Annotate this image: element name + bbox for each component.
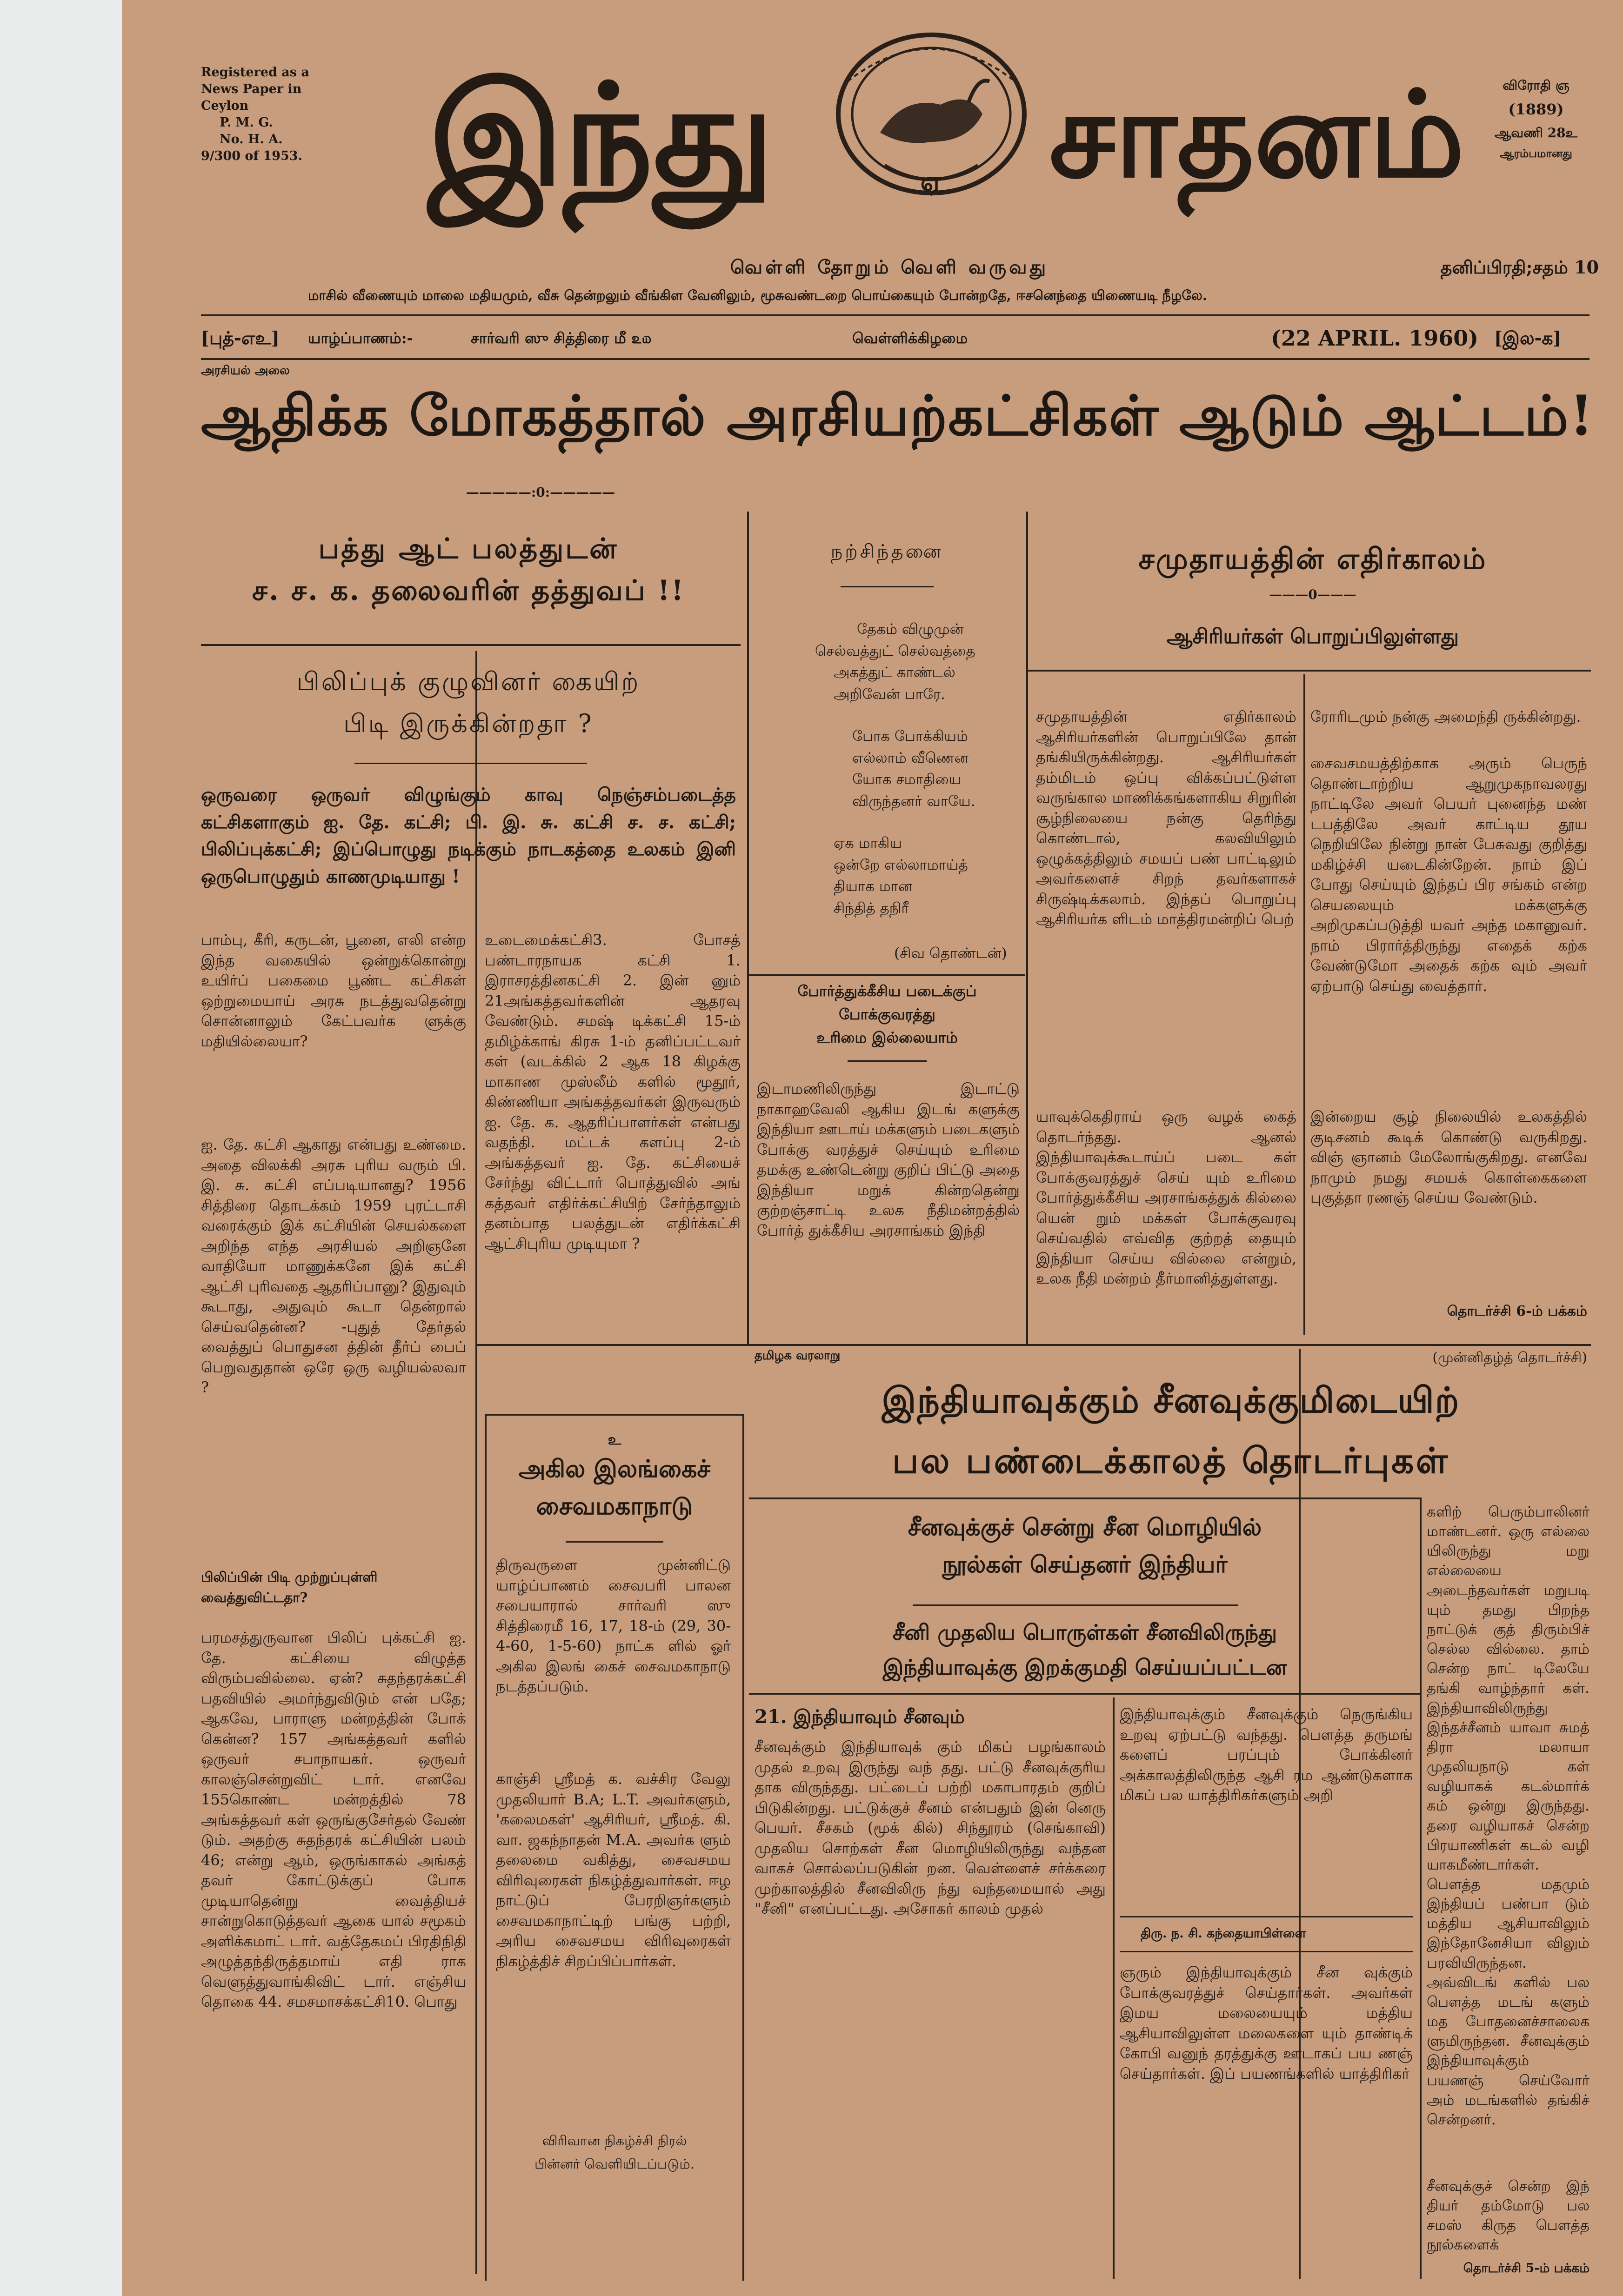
col1-head2: ச. ச. க. தலைவரின் தத்துவப் !! — [252, 574, 685, 607]
poem-line: ஏக மாகிய — [834, 835, 902, 852]
divider — [1120, 1951, 1413, 1952]
place: யாழ்ப்பாணம்:- — [308, 329, 413, 347]
date-bar — [201, 322, 1590, 354]
col3-head: நற்சிந்தனை — [830, 541, 944, 562]
col1-paragraph: ஐ. தே. கட்சி ஆகாது என்பது உண்மை. அதை விலக்கி அரசு புரிய வரும் பி. இ. சு. கட்சி எப்படியானது? 1956 சித்திரை தொடக்கம் 1959 புரட்டாசி வரைக்கும் இக் கட்சியின் செயல்களை அறிந்த எந்த அரசியல் அறிஞனே வாதியோ மாணுக்கனே இக் கட்சி ஆட்சி புரிவதை ஆதரிப்பானு? இதுவும் கூடாது, அதுவும் கூடா தென்றால் செய்வதென்ன? -புதுத் தேர்தல் வைத்துப் பொதுசன த்தின் தீர்ப் பைப் பெறுவதுதான் ஒரே ஒரு வழியல்லவா ? — [201, 1136, 466, 1397]
col4-subhead: ஆசிரியர்கள் பொறுப்பிலுள்ளது — [1166, 625, 1459, 648]
founding-line: ஆவணி 28உ — [1495, 125, 1577, 140]
poem-stanza — [852, 725, 1020, 812]
masthead-title-right: சாதனம் — [1049, 65, 1465, 204]
feature-sub2: நூல்கள் செய்தனர் இந்தியர் — [942, 1551, 1228, 1578]
newspaper-page — [122, 0, 1623, 2296]
poem-line: போக போக்கியம் — [852, 728, 968, 745]
price: தனிப்பிரதி;சதம் 10 — [1440, 257, 1599, 278]
column-rule — [475, 651, 477, 2274]
col4-paragraph: யாவுக்கெதிராய் ஒரு வழக் கைத் தொடர்ந்தது. ஆனல் இந்தியாவுக்கூடாய்ப் படை கள் போக்குவரத்துச் செய் யும் உரிமை போர்த்துக்கீசிய அரசாங்கத்துக் கில்லை யென் றும் மக்கள் போக்குவரவு செய்வதில் எவ்வித குற்றத் தையும் இந்தியா செய்ய வில்லை என்றும், உலக நீதி மன்றம் தீர்மானித்துள்ளது. — [1036, 1108, 1296, 1288]
volume: [புத்-எஉ] — [201, 327, 280, 348]
feature-sub1: சீனவுக்குச் சென்று சீன மொழியில் — [908, 1513, 1262, 1541]
col2-paragraph: உடைமைக்கட்சி3. போசத் பண்டாரநாயக கட்சி 1. இராசரத்தினகட்சி 2. இன் னும் 21அங்கத்தவர்களின் ஆதரவு வேண்டும். சமஷ் டிக்கட்சி 15-ம் தமிழ்க்காங் கிரசு 1-ம் தனிப்பட்டவர் கள் (வடக்கில் 2 ஆக 18 கிழக்கு மாகாண முஸ்லீம் களில் மூதூர், கிண்ணியா அங்கத்தவர்கள் இருவரும் ஐ. தே. க. ஆதரிப்பாளர்கள் என்பது வதந்தி. மட்டக் களப்பு 2-ம் அங்கத்தவர் ஐ. தே. கட்சியைச் சேர்ந்து விட்டார் பொத்துவில் அங் கத்தவர் எதிர்க்கட்சியிற் சேர்ந்தாலும் தனம்பாத பலத்துடன் எதிர்க்கட்சி ஆட்சிபுரிய முடியுமா ? — [485, 931, 741, 1252]
divider — [1120, 1916, 1413, 1917]
col3-head3: போக்குவரத்து — [839, 1005, 935, 1023]
column-rule — [1299, 1349, 1301, 2279]
divider — [201, 314, 1590, 316]
col1-question: பிலிப்பின் பிடி முற்றுப்புள்ளி வைத்துவிட்டதா? — [201, 1569, 378, 1605]
col3-head4: உரிமை இல்லையாம் — [816, 1029, 958, 1046]
col1-head1: பத்து ஆட் பலத்துடன் — [318, 532, 619, 565]
publication-line: வெள்ளி தோறும் வெளி வருவது — [730, 256, 1049, 278]
founding-year: (1889) — [1508, 100, 1564, 118]
col1-head4: பிடி இருக்கின்றதா ? — [343, 709, 594, 738]
feature-sub4: இந்தியாவுக்கு இறக்குமதி செய்யப்பட்டன — [882, 1655, 1287, 1680]
divider — [1028, 670, 1591, 672]
feature-kicker: தமிழக வரலாறு — [755, 1349, 841, 1363]
lead-kicker: அரசியல் அலை — [201, 364, 290, 378]
feature-author: திரு. ந. சி. கந்தையாபிள்ளை — [1141, 1926, 1306, 1941]
feature-section: 21. இந்தியாவும் சீனவும் — [755, 1706, 965, 1728]
poem-stanza — [834, 832, 1020, 919]
col4-continued: தொடர்ச்சி 6-ம் பக்கம் — [1447, 1303, 1587, 1319]
reg-line: Ceylon — [201, 98, 249, 113]
col4-head: சமுதாயத்தின் எதிர்காலம் — [1138, 542, 1487, 576]
tamil-date: சார்வரி ஸு சித்திரை மீ ௨௰ — [471, 329, 652, 347]
box-paragraph: காஞ்சி ஸ்ரீமத் க. வச்சிர வேலு முதலியார் B.A; L.T. அவர்களும், 'கலைமகள்' ஆசிரியர், ஸ்ரீமத். கி. வா. ஜகந்நாதன் M.A. அவர்க ளும் தலைமை வகித்து, சைவசமய விரிவுரைகள் நிகழ்த்துவார்கள். ஈழ நாட்டுப் பேரறிஞர்களும் சைவமகாநாட்டிற் பங்கு பற்றி, அரிய சைவசமய விரிவுரைகள் நிகழ்த்திச் சிறப்பிப்பார்கள். — [496, 1770, 731, 1970]
col4-paragraph: சைவசமயத்திற்காக அரும் பெருந் தொண்டாற்றிய ஆறுமுகநாவலரது நாட்டிலே அவர் பெயர் புனைந்த மண் டபத்திலே அவர் காட்டிய தூய நெறியிலே நின்று நான் பேசுவது குறித்து மகிழ்ச்சி யடைகின்றேன். நாம் இப் போது செய்யும் இந்தப் பிர சங்கம் என்ற செயலையும் மக்களுக்கு அறிமுகப்படுத்தி யவர் அந்த மகானுவர். நாம் பிரார்த்திருந்து எதைக் கற்க வேண்டுமோ அதைக் கற்க வும் அவர் ஏற்பாடு செய்து வைத்தார். — [1310, 754, 1587, 995]
lead-ornament: —————:0:————— — [466, 485, 615, 500]
reg-line: Registered as a — [201, 65, 309, 80]
poem-line: அறிவேன் பாரே. — [834, 685, 945, 703]
divider — [201, 358, 1590, 360]
feature-paragraph: களிற் பெரும்பாலினர் மாண்டனர். ஒரு எல்லை யிலிருந்து மறு எல்லையை அடைந்தவர்கள் மறுபடி யும் தமது பிறந்த நாட்டுக் குத் திரும்பிச் செல்ல வில்லை. தாம் சென்ற நாட் டிலேயே தங்கி வாழ்ந்தார் கள். இந்தியாவிலிருந்து இந்தச்சீனம் யாவா சுமத் திரா மலாயா முதலியநாடு கள் வழியாகக் கடல்மார்க் கம் ஒன்று இருந்தது. தரை வழியாகச் சென்ற பிரயாணிகள் கடல் வழி யாகமீண்டார்கள். பௌத்த மதமும் இந்தியப் பண்பா டும் மத்திய ஆசியாவிலும் இந்தோனேசியா விலும் பரவியிருந்தன. அவ்விடங் களில் பல பௌத்த மடங் களும் மத போதனைச்சாலைக ளுமிருந்தன. சீனவுக்கும் இந்தியாவுக்கும் பயணஞ் செய்வோர் அம் மடங்களில் தங்கிச் சென்றனர். — [1427, 1504, 1590, 2128]
poem-line: ஒன்றே எல்லாமாய்த் — [834, 856, 968, 873]
box-head2: சைவமகாநாடு — [536, 1492, 693, 1520]
nandi-emblem-icon — [829, 26, 1034, 240]
founding-note — [1485, 74, 1587, 163]
feature-continued: தொடர்ச்சி 5-ம் பக்கம் — [1463, 2261, 1590, 2276]
poem-line: செல்வத்துட் செல்வத்தை — [815, 642, 975, 659]
column-rule — [1303, 674, 1305, 1335]
poem-credit: (சிவ தொண்டன்) — [894, 945, 1007, 962]
english-date: (22 APRIL. 1960) — [1271, 326, 1478, 351]
issue-number: [இல-க] — [1494, 327, 1562, 348]
col1-paragraph: பரமசத்துருவான பிலிப் புக்கட்சி ஐ. தே. கட்சியை விழுத்த விரும்பவில்லை. ஏன்? சுதந்தரக்கட்சி பதவியில் அமர்ந்துவிடும் என் பதே; ஆகவே, பாராளு மன்றத்தின் போக் கென்ன? 157 அங்கத்தவர் களில் ஒருவர் சபாநாயகர். ஒருவர் காலஞ்சென்றுவிட் டார். எனவே 155கொண்ட மன்றத்தில் 78 அங்கத்தவர் கள் ஒருங்குசேர்தல் வேண் டும். அதற்கு சுதந்தரக் கட்சியின் பலம் 46; என்று ஆம், ஒருங்காகல் அங்கத் தவர் கோட்டுக்குப் போக முடியாதென்று வைத்தியச் சான்றுகொடுத்தவர் ஆகை யால் சமூகம் அளிக்கமாட் டார். வத்தேகமப் பிரதிநிதி அழுத்தந்திருத்தமாய் எதி ராக வெளுத்துவாங்கிவிட் டார். எஞ்சிய தொகை 44. சமசமாசக்கட்சி10. பொது — [201, 1629, 466, 2011]
lead-headline: ஆதிக்க மோகத்தால் அரசியற்கட்சிகள் ஆடும் ஆட்டம்! — [201, 383, 1595, 448]
seal-letters: ஏ — [920, 165, 942, 198]
feature-paragraph: இந்தியாவுக்கும் சீனவுக்கும் நெருங்கிய உறவு ஏற்பட்டு வந்தது. பௌத்த தருமங் களைப் பரப்பும் போக்கினர் அக்காலத்திலிருந்த ஆசி ரம ஆண்டுகளாக மிகப் பல யாத்திரிகர்களும் அறி — [1120, 1705, 1413, 1804]
box-note: விரிவான நிகழ்ச்சி நிரல் — [542, 2133, 687, 2149]
divider — [848, 1060, 927, 1062]
poem-stanza — [815, 619, 1020, 705]
reg-line: No. H. A. — [220, 132, 283, 146]
column-rule — [1113, 1697, 1115, 2279]
col4-paragraph: இன்றைய சூழ் நிலையில் உலகத்தில் குடிசனம் கூடிக் கொண்டு வருகிறது. விஞ் ஞானம் மேலோங்குகிறது. எனவே நாமும் நமது சமயக் கொள்கைகளை புகுத்தா ரணஞ் செய்ய வேண்டும். — [1310, 1108, 1587, 1207]
col4-ornament: ———0——— — [1269, 587, 1356, 602]
col1-paragraph: பாம்பு, கீரி, கருடன், பூனை, எலி என்ற இந்த வகையில் ஒன்றுக்கொன்று உயிர்ப் பகைமை பூண்ட கட்சிகள் ஒற்றுமையாய் அரசு நடத்துவதென்று சொன்னாலும் கேட்பவர்க ளுக்கு மதியில்லையா? — [201, 931, 466, 1050]
col1-intro: ஒருவரை ஒருவர் விழுங்கும் காவு நெஞ்சம்படைத்த கட்சிகளாகும் ஐ. தே. கட்சி; பி. இ. சு. கட்சி ச. ச. கட்சி; பிலிப்புக்கட்சி; இப்பொழுது நடிக்கும் நாடகத்தை உலகம் இனி ஒருபொழுதும் காணமுடியாது ! — [201, 784, 736, 887]
box-note: பின்னர் வெளியிடப்படும். — [534, 2156, 695, 2172]
column-rule — [747, 512, 749, 1344]
column-rule — [1420, 1497, 1422, 2279]
divider — [477, 1344, 1591, 1346]
col3-head2: போர்த்துக்கீசிய படைக்குப் — [797, 982, 977, 1000]
divider — [201, 644, 741, 646]
feature-previous: (முன்னிதழ்த் தொடர்ச்சி) — [1432, 1350, 1587, 1366]
divider — [749, 1693, 1420, 1695]
divider — [749, 974, 1025, 976]
poem-line: எல்லாம் வீணென — [852, 749, 968, 766]
column-rule — [1026, 512, 1028, 1344]
box-paragraph: திருவருளை முன்னிட்டு யாழ்ப்பாணம் சைவபரி பாலன சபையாரால் சார்வரி ஸு சித்திரைமீ 16, 17, 18-ம் (29, 30-4-60, 1-5-60) நாட்க ளில் ஓர் அகில இலங் கைச் சைவமகாநாடு நடத்தப்படும். — [496, 1556, 731, 1696]
poem-line: விருந்தனர் வாயே. — [852, 792, 975, 810]
weekday: வெள்ளிக்கிழமை — [852, 329, 968, 347]
divider — [841, 586, 934, 587]
founding-line: விரோதி ஞ — [1503, 78, 1570, 93]
divider — [354, 763, 587, 764]
reg-line: P. M. G. — [220, 115, 273, 130]
conference-notice-box — [485, 1414, 744, 2281]
poem-line: தியாக மான — [834, 878, 913, 895]
motto: மாசில் வீணையும் மாலை மதியமும், வீசு தென்றலும் வீங்கிள வேனிலும், மூசுவண்டறை பொய்கையும் போன்றதே, ஈசனெந்தை யிணையடி நீழலே. — [308, 287, 1207, 303]
col4-paragraph: ரோரிடமும் நன்கு அமைந்தி ருக்கின்றது. — [1310, 708, 1581, 725]
divider — [566, 1541, 663, 1543]
masthead-seal — [829, 26, 1034, 240]
poem-line: யோக சமாதியை — [852, 771, 962, 788]
founding-line: ஆரம்பமானது — [1500, 146, 1572, 160]
box-mark: உ — [608, 1431, 621, 1448]
feature-paragraph: சீனவுக்கும் இந்தியாவுக் கும் மிகப் பழங்காலம் முதல் உறவு இருந்து வந் தது. பட்டு சீனவுக்குரிய தாக விருந்தது. பட்டைப் பற்றி மகாபாரதம் குறிப் பிடுகின்றது. பட்டுக்குச் சீனம் என்பதும் இன் னெரு பெயர். சீசகம் (மூக் கில்) சிந்தூரம் (செங்காவி) முதலிய சொற்கள் சீன மொழியிலிருந்து வந்தன வாகச் சொல்லப்படுகின் றன. வெள்ளைச் சர்க்கரை முற்காலத்தில் சீனவிலிரு ந்து வந்தமையால் அது "சீனி" எனப்பட்டது. அசோகர் காலம் முதல் — [755, 1738, 1106, 1918]
feature-head2: பல பண்டைக்காலத் தொடர்புகள் — [892, 1440, 1450, 1481]
masthead-title-left: இந்து — [427, 53, 775, 217]
col3-paragraph: இடாமணிலிருந்து இடாட்டு நாகாஹவேலி ஆகிய இடங் களுக்கு இந்தியா ஊடாய் மக்களும் படைகளும் போக்கு வரத்துச் செய்யும் உரிமை தமக்கு உண்டென்று குறிப் பிட்டு அதை இந்தியா மறுக் கின்றதென்று குற்றஞ்சாட்டி உலக நீதிமன்றத்தில் போர்த் துக்கீசிய அரசாங்கம் இந்தி — [757, 1080, 1020, 1239]
feature-paragraph: சீனவுக்குச் சென்ற இந் தியர் தம்மோடு பல சமஸ் கிருத பௌத்த நூல்களைக் — [1427, 2178, 1590, 2254]
reg-line: 9/300 of 1953. — [201, 148, 302, 163]
reg-line: News Paper in — [201, 81, 302, 96]
feature-paragraph: ஞரும் இந்தியாவுக்கும் சீன வுக்கும் போக்குவரத்துச் செய்தார்கள். அவர்கள் இமய மலையையும் மத்திய ஆசியாவிலுள்ள மலைகளை யும் தாண்டிக் கோபி வனுந் தரத்துக்கு ஊடாகப் பய ணஞ் செய்தார்கள். இப் பயணங்களில் யாத்திரிகர் — [1120, 1963, 1413, 2083]
poem-line: சிந்தித் தநிரீ — [834, 899, 909, 917]
col4-paragraph: சமுதாயத்தின் எதிர்காலம் ஆசிரியர்களின் பொறுப்பிலே தான் தங்கியிருக்கின்றது. ஆசிரியர்கள் தம்மிடம் ஒப்பு விக்கப்பட்டுள்ள வருங்கால மாணிக்கங்களாகிய சிறுரின் சூழ்நிலையை நன்கு தெரிந்து கொண்டால், கலவியிலும் ஒழுக்கத்திலும் சமயப் பண் பாட்டிலும் அவர்களைச் சிறந் தவர்களாகச் சிருஷ்டிக்கலாம். இந்தப் பொறுப்பு ஆசிரியர்க ளிடம் மாத்திரமன்றிப் பெற் — [1036, 708, 1296, 928]
feature-sub3: சீனி முதலிய பொருள்கள் சீனவிலிருந்து — [892, 1620, 1277, 1645]
poem-line: தேகம் விழுமுன் — [857, 621, 964, 638]
divider — [749, 1497, 1420, 1499]
poem-line: அகத்துட் காண்டல் — [834, 664, 955, 681]
col1-head3: பிலிப்புக் குழுவினர் கையிற் — [296, 667, 641, 696]
registration-note — [201, 64, 354, 164]
divider — [913, 1604, 1238, 1606]
box-head1: அகில இலங்கைச் — [518, 1455, 711, 1483]
feature-head1: இந்தியாவுக்கும் சீனவுக்குமிடையிற் — [882, 1379, 1460, 1421]
